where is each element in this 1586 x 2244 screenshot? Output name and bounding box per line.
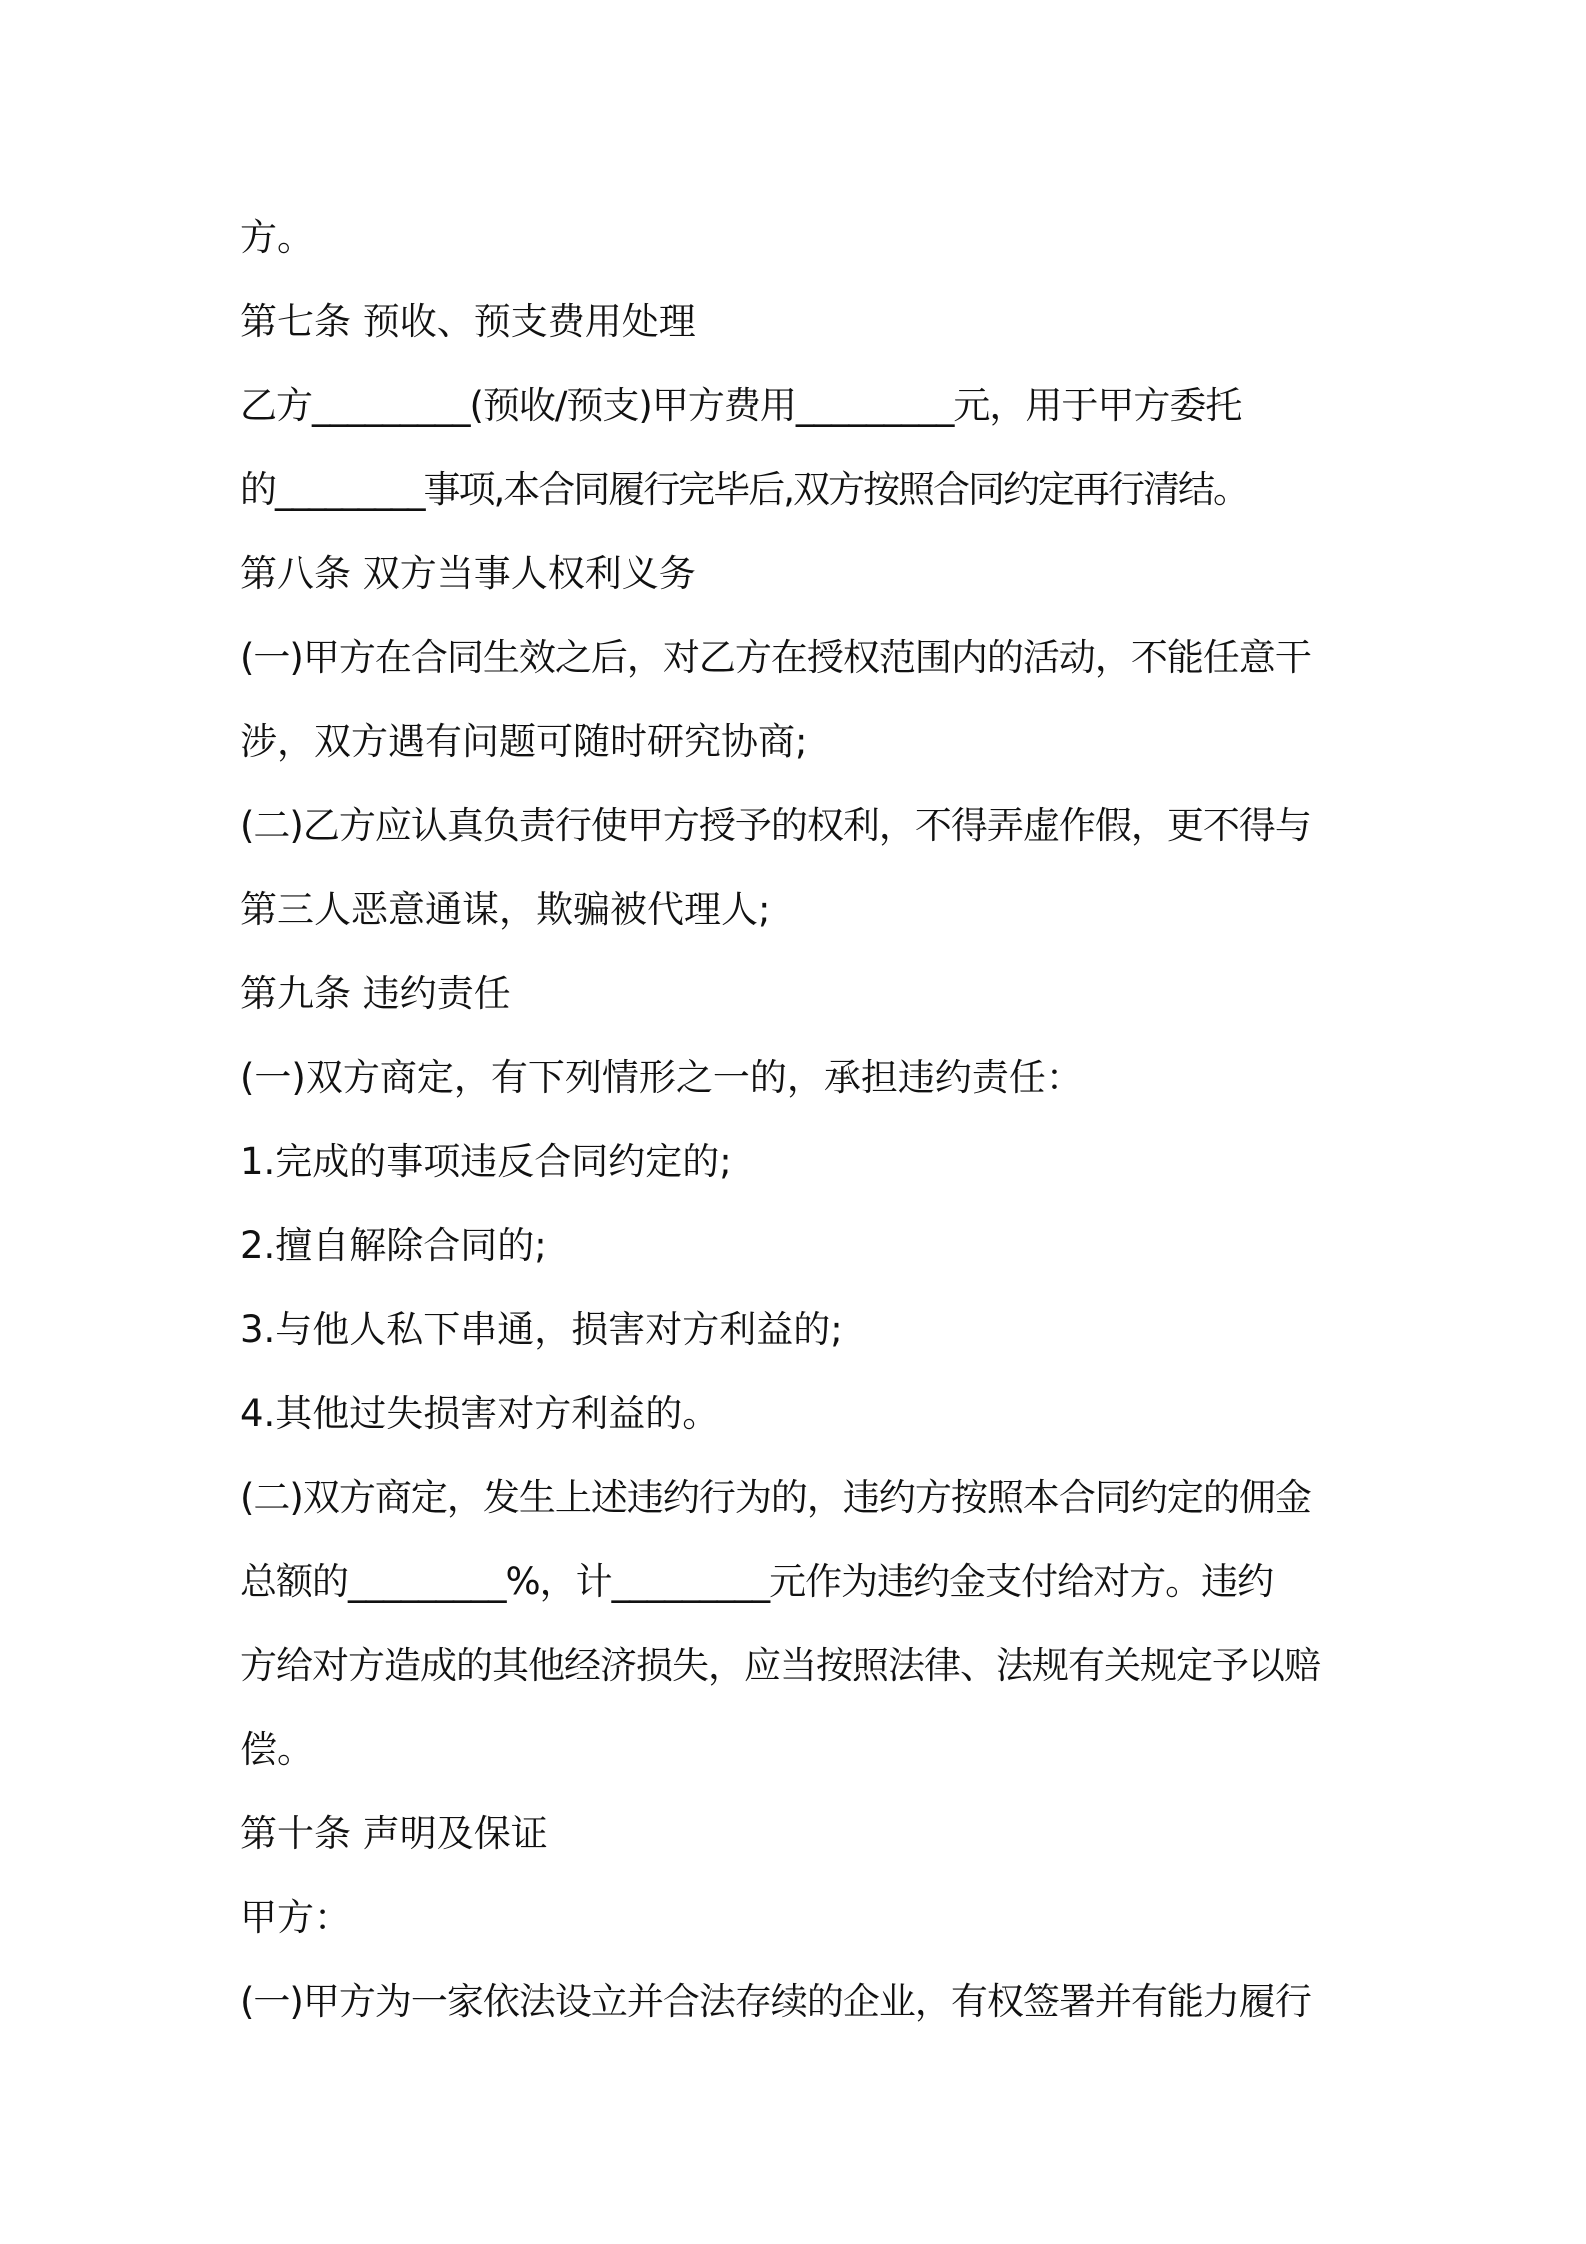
text-line: (二)乙方应认真负责行使甲方授予的权利，不得弄虚作假，更不得与 — [240, 804, 1311, 847]
section-heading: 第七条 预收、预支费用处理 — [240, 300, 696, 343]
list-item: 2.擅自解除合同的; — [240, 1224, 547, 1267]
text-line: 甲方： — [240, 1896, 351, 1939]
text-line: 第三人恶意通谋，欺骗被代理人; — [240, 888, 771, 931]
text-line: 涉，双方遇有问题可随时研究协商; — [240, 720, 808, 763]
text-line: 方。 — [240, 216, 314, 259]
text-line: 偿。 — [240, 1728, 314, 1771]
section-heading: 第九条 违约责任 — [240, 972, 511, 1015]
text-line: 方给对方造成的其他经济损失，应当按照法律、法规有关规定予以赔 — [240, 1644, 1320, 1687]
list-item: 3.与他人私下串通，损害对方利益的; — [240, 1308, 843, 1351]
text-line: (二)双方商定，发生上述违约行为的，违约方按照本合同约定的佣金 — [240, 1476, 1311, 1519]
text-line: (一)双方商定，有下列情形之一的，承担违约责任： — [240, 1056, 1083, 1099]
text-line: 总额的_________%，计_________元作为违约金支付给对方。违约 — [240, 1560, 1274, 1603]
section-heading: 第十条 声明及保证 — [240, 1812, 548, 1855]
list-item: 1.完成的事项违反合同约定的; — [240, 1140, 732, 1183]
text-line: (一)甲方在合同生效之后，对乙方在授权范围内的活动，不能任意干 — [240, 636, 1311, 679]
text-line: 的_________事项,本合同履行完毕后,双方按照合同约定再行清结。 — [240, 468, 1249, 511]
text-line: 乙方_________(预收/预支)甲方费用_________元，用于甲方委托 — [240, 384, 1242, 427]
list-item: 4.其他过失损害对方利益的。 — [240, 1392, 720, 1435]
section-heading: 第八条 双方当事人权利义务 — [240, 552, 696, 595]
text-line: (一)甲方为一家依法设立并合法存续的企业，有权签署并有能力履行 — [240, 1980, 1311, 2023]
document-body — [240, 196, 1360, 2044]
